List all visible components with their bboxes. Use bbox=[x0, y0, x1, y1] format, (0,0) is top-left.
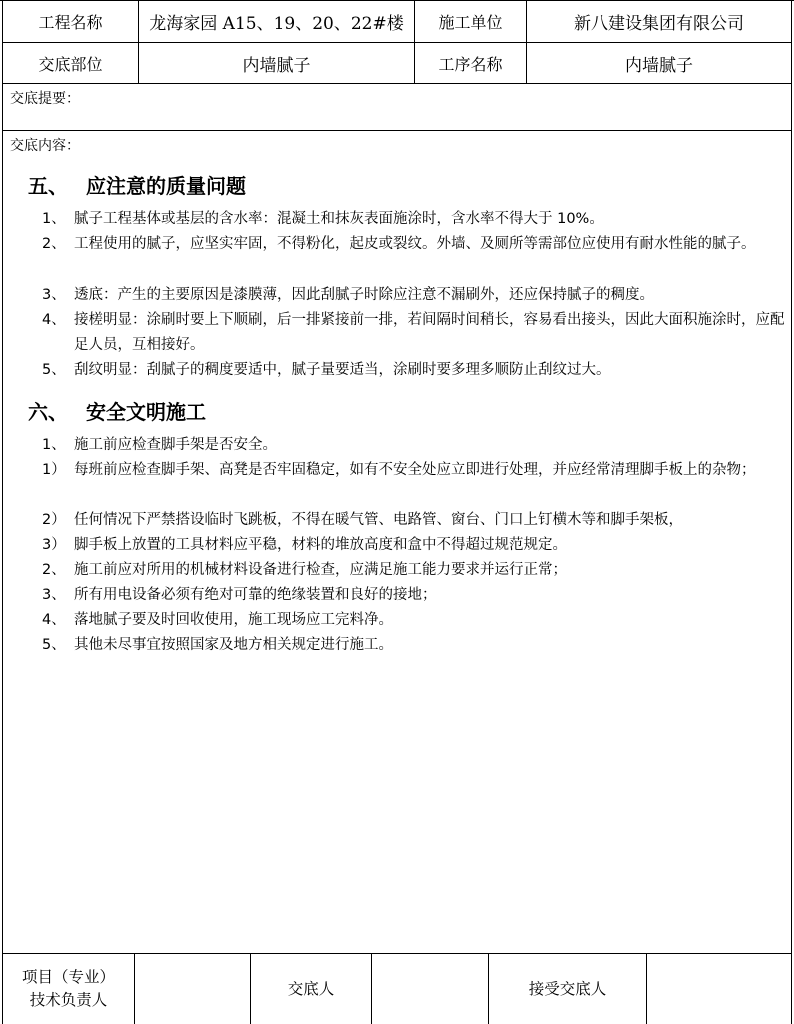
item-text: 所有用电设备必须有绝对可靠的绝缘装置和良好的接地； bbox=[74, 587, 437, 603]
discloser-label: 交底人 bbox=[287, 979, 335, 998]
section-number: 五、 bbox=[28, 174, 68, 198]
tech-lead-label-line2: 技术负责人 bbox=[29, 991, 108, 1009]
item-number: 3、 bbox=[42, 587, 66, 603]
receiver-signature[interactable] bbox=[647, 954, 791, 1024]
summary-bottom-divider bbox=[2, 130, 792, 131]
contractor-label: 施工单位 bbox=[438, 13, 503, 32]
list-item bbox=[42, 533, 787, 558]
list-item bbox=[42, 433, 787, 458]
item-text: 每班前应检查脚手架、高凳是否牢固稳定，如有不安全处应立即进行处理，并应经常清理脚手板上的杂物； bbox=[74, 462, 756, 478]
item-text: 施工前应对所用的机械材料设备进行检查，应满足施工能力要求并运行正常； bbox=[74, 562, 567, 578]
item-text: 接槎明显：涂刷时要上下顺刷，后一排紧接前一排，若间隔时间稍长，容易看出接头，因此大面积施涂时，应配足人员，互相接好。 bbox=[74, 312, 785, 353]
item-number: 5、 bbox=[42, 362, 66, 378]
contractor-value: 新八建设集团有限公司 bbox=[574, 14, 744, 34]
tech-lead-label-line1: 项目（专业） bbox=[21, 968, 115, 986]
list-item bbox=[42, 308, 787, 357]
process-label: 工序名称 bbox=[438, 54, 503, 74]
item-number: 1、 bbox=[42, 437, 66, 453]
list-item bbox=[42, 508, 787, 533]
item-text: 施工前应检查脚手架是否安全。 bbox=[74, 437, 277, 453]
list-item bbox=[42, 583, 787, 608]
list-item bbox=[42, 232, 787, 257]
section-heading-safety bbox=[28, 396, 206, 425]
item-text: 其他未尽事宜按照国家及地方相关规定进行施工。 bbox=[74, 637, 393, 653]
tech-lead-label bbox=[3, 954, 134, 1024]
item-number: 3） bbox=[42, 537, 66, 553]
item-number: 4、 bbox=[42, 312, 66, 328]
discloser-signature[interactable] bbox=[372, 954, 488, 1024]
item-number: 2、 bbox=[42, 236, 66, 252]
list-item bbox=[42, 207, 787, 232]
tech-lead-signature[interactable] bbox=[135, 954, 250, 1024]
part-value: 内墙腻子 bbox=[242, 55, 311, 76]
list-item bbox=[42, 283, 787, 308]
item-number: 2、 bbox=[42, 562, 66, 578]
item-text: 腻子工程基体或基层的含水率：混凝土和抹灰表面施涂时，含水率不得大于 10%。 bbox=[74, 211, 604, 227]
list-item bbox=[42, 358, 787, 383]
item-number: 1、 bbox=[42, 211, 66, 227]
item-text: 任何情况下严禁搭设临时飞跳板，不得在暖气管、电路管、窗台、门口上钉横木等和脚手架板， bbox=[74, 512, 683, 528]
item-number: 2） bbox=[42, 512, 66, 528]
item-text: 工程使用的腻子，应坚实牢固，不得粉化，起皮或裂纹。外墙、及厕所等需部位应使用有耐水性能的腻子。 bbox=[74, 236, 756, 252]
process-value: 内墙腻子 bbox=[625, 55, 693, 76]
item-text: 刮纹明显：刮腻子的稠度要适中，腻子量要适当，涂刷时要多理多顺防止刮纹过大。 bbox=[74, 362, 611, 378]
list-item bbox=[42, 608, 787, 633]
part-label: 交底部位 bbox=[38, 54, 103, 74]
item-number: 3、 bbox=[42, 287, 66, 303]
item-text: 脚手板上放置的工具材料应平稳，材料的堆放高度和盒中不得超过规范规定。 bbox=[74, 537, 567, 553]
project-name-label: 工程名称 bbox=[38, 13, 103, 32]
item-number: 5、 bbox=[42, 637, 66, 653]
summary-label: 交底提要： bbox=[10, 91, 80, 107]
header-bottom-divider bbox=[2, 83, 792, 84]
content-label: 交底内容： bbox=[10, 138, 80, 154]
section-heading-quality bbox=[28, 170, 246, 199]
item-text: 落地腻子要及时回收使用，施工现场应工完料净。 bbox=[74, 612, 393, 628]
project-name-value: 龙海家园 A15、19、20、22#楼 bbox=[149, 14, 404, 34]
item-text: 透底：产生的主要原因是漆膜薄，因此刮腻子时除应注意不漏刷外，还应保持腻子的稠度。 bbox=[74, 287, 654, 303]
section-title: 应注意的质量问题 bbox=[86, 174, 246, 198]
section-title: 安全文明施工 bbox=[86, 400, 206, 424]
receiver-label: 接受交底人 bbox=[528, 979, 607, 998]
section-number: 六、 bbox=[28, 400, 68, 424]
list-item bbox=[42, 558, 787, 583]
list-item bbox=[42, 458, 787, 483]
list-item bbox=[42, 633, 787, 658]
item-number: 1） bbox=[42, 462, 66, 478]
item-number: 4、 bbox=[42, 612, 66, 628]
